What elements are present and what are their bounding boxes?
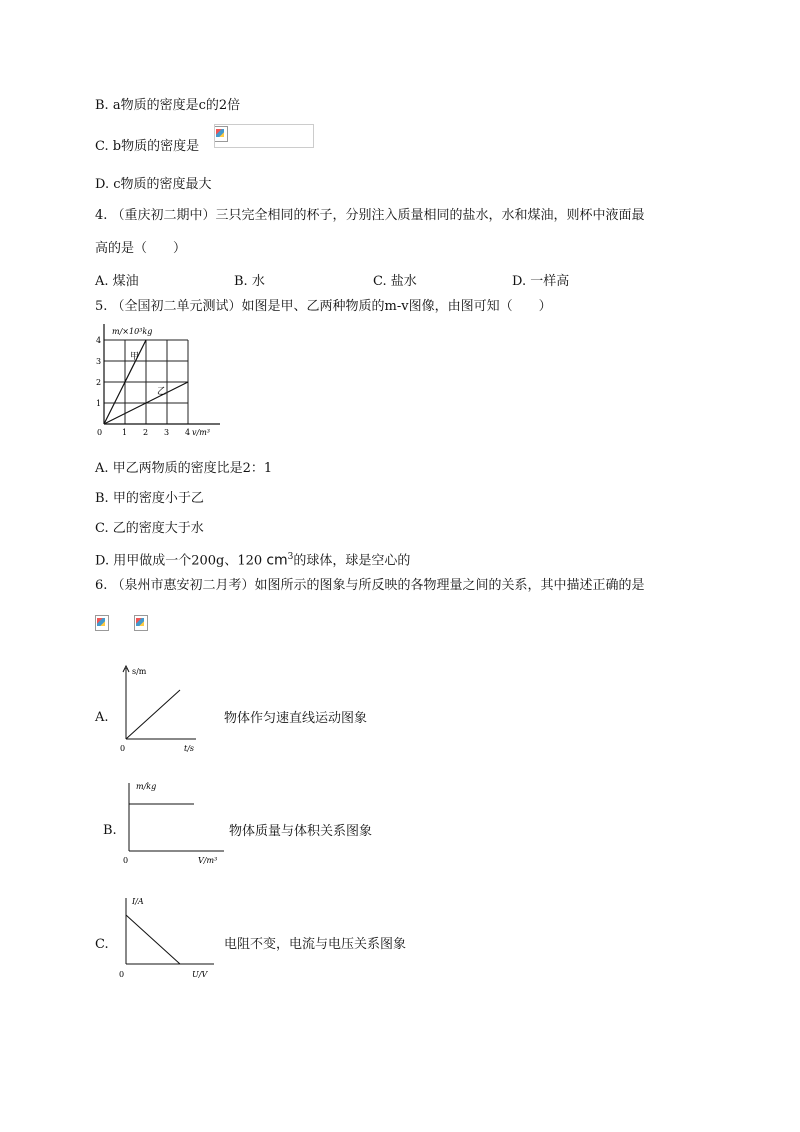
q5-option-a: A. 甲乙两物质的密度比是2：1 — [95, 461, 273, 476]
y-tick-label: 3 — [96, 357, 102, 366]
graph-ticks — [96, 336, 190, 437]
graph-axes — [104, 324, 220, 424]
q5-option-d-unit: cm — [266, 552, 288, 569]
x-tick-label: 4 — [185, 428, 191, 437]
q4-stem-line2: 高的是（ ） — [95, 241, 187, 256]
y-tick-label: 4 — [96, 336, 102, 345]
broken-image-icon — [134, 615, 148, 631]
q3-option-c: C. b物质的密度是 — [95, 139, 200, 154]
q6-option-c-label: C. — [95, 937, 109, 952]
q6-c-series-line — [126, 915, 180, 964]
q6-a-series-line — [126, 690, 180, 739]
x-tick-label: 3 — [164, 428, 170, 437]
q5-series-yi-label: 乙 — [157, 387, 167, 397]
q5-stem: 5. （全国初二单元测试）如图是甲、乙两种物质的m-v图像，由图可知（ ） — [95, 299, 552, 314]
q6-option-b-label: B. — [103, 823, 117, 838]
q6-b-ylabel: m/kg — [136, 782, 157, 791]
q4-option-c: C. 盐水 — [373, 274, 417, 289]
q6-a-xlabel: t/s — [184, 744, 195, 753]
q4-option-a: A. 煤油 — [95, 274, 139, 289]
missing-image-frame — [214, 124, 314, 148]
q6-option-c-text: 电阻不变，电流与电压关系图象 — [224, 937, 407, 952]
x-tick-label: 2 — [143, 428, 149, 437]
q6-c-origin: 0 — [119, 970, 125, 979]
q6-b-origin: 0 — [123, 856, 129, 865]
q5-mv-graph — [94, 322, 224, 440]
q4-stem-line1: 4. （重庆初二期中）三只完全相同的杯子，分别注入质量相同的盐水，水和煤油，则杯中液面最 — [95, 208, 645, 223]
graph-grid — [104, 340, 188, 424]
q6-c-ylabel: I/A — [132, 897, 144, 906]
broken-image-icon — [95, 615, 109, 631]
q5-option-c: C. 乙的密度大于水 — [95, 521, 204, 536]
q5-option-d-exp: 3 — [287, 552, 294, 562]
q6-c-xlabel: U/V — [192, 970, 208, 979]
q6-option-a-text: 物体作匀速直线运动图象 — [224, 711, 368, 726]
q6-stem: 6. （泉州市惠安初二月考）如图所示的图象与所反映的各物理量之间的关系，其中描述正确的是 — [95, 578, 645, 593]
q5-y-axis-label: m/×10³kg — [112, 327, 153, 336]
q6-a-ylabel: s/m — [132, 667, 147, 676]
q4-option-d: D. 一样高 — [512, 274, 570, 289]
q6-b-xlabel: V/m³ — [198, 856, 218, 865]
y-tick-label: 2 — [96, 378, 102, 387]
q6-option-a-graph — [112, 660, 202, 755]
q3-option-d: D. c物质的密度最大 — [95, 177, 212, 192]
q3-option-b: B. a物质的密度是c的2倍 — [95, 98, 241, 113]
q6-option-b-text: 物体质量与体积关系图象 — [229, 824, 373, 839]
x-tick-label: 0 — [97, 428, 103, 437]
q6-option-b-graph — [118, 775, 228, 867]
q6-option-c-graph — [112, 892, 222, 984]
q5-series-jia-label: 甲 — [130, 352, 140, 362]
q5-x-axis-label: v/m³ — [192, 428, 211, 437]
q5-option-d — [95, 548, 410, 570]
q6-option-a-label: A. — [95, 710, 109, 725]
q5-option-b: B. 甲的密度小于乙 — [95, 491, 204, 506]
q5-option-d-post: 的球体，球是空心的 — [293, 553, 411, 569]
q5-option-d-pre: D. 用甲做成一个200g、120 — [95, 553, 267, 569]
q6-a-origin: 0 — [120, 744, 126, 753]
q4-option-b: B. 水 — [234, 274, 265, 289]
x-tick-label: 1 — [122, 428, 128, 437]
y-tick-label: 1 — [96, 399, 102, 408]
